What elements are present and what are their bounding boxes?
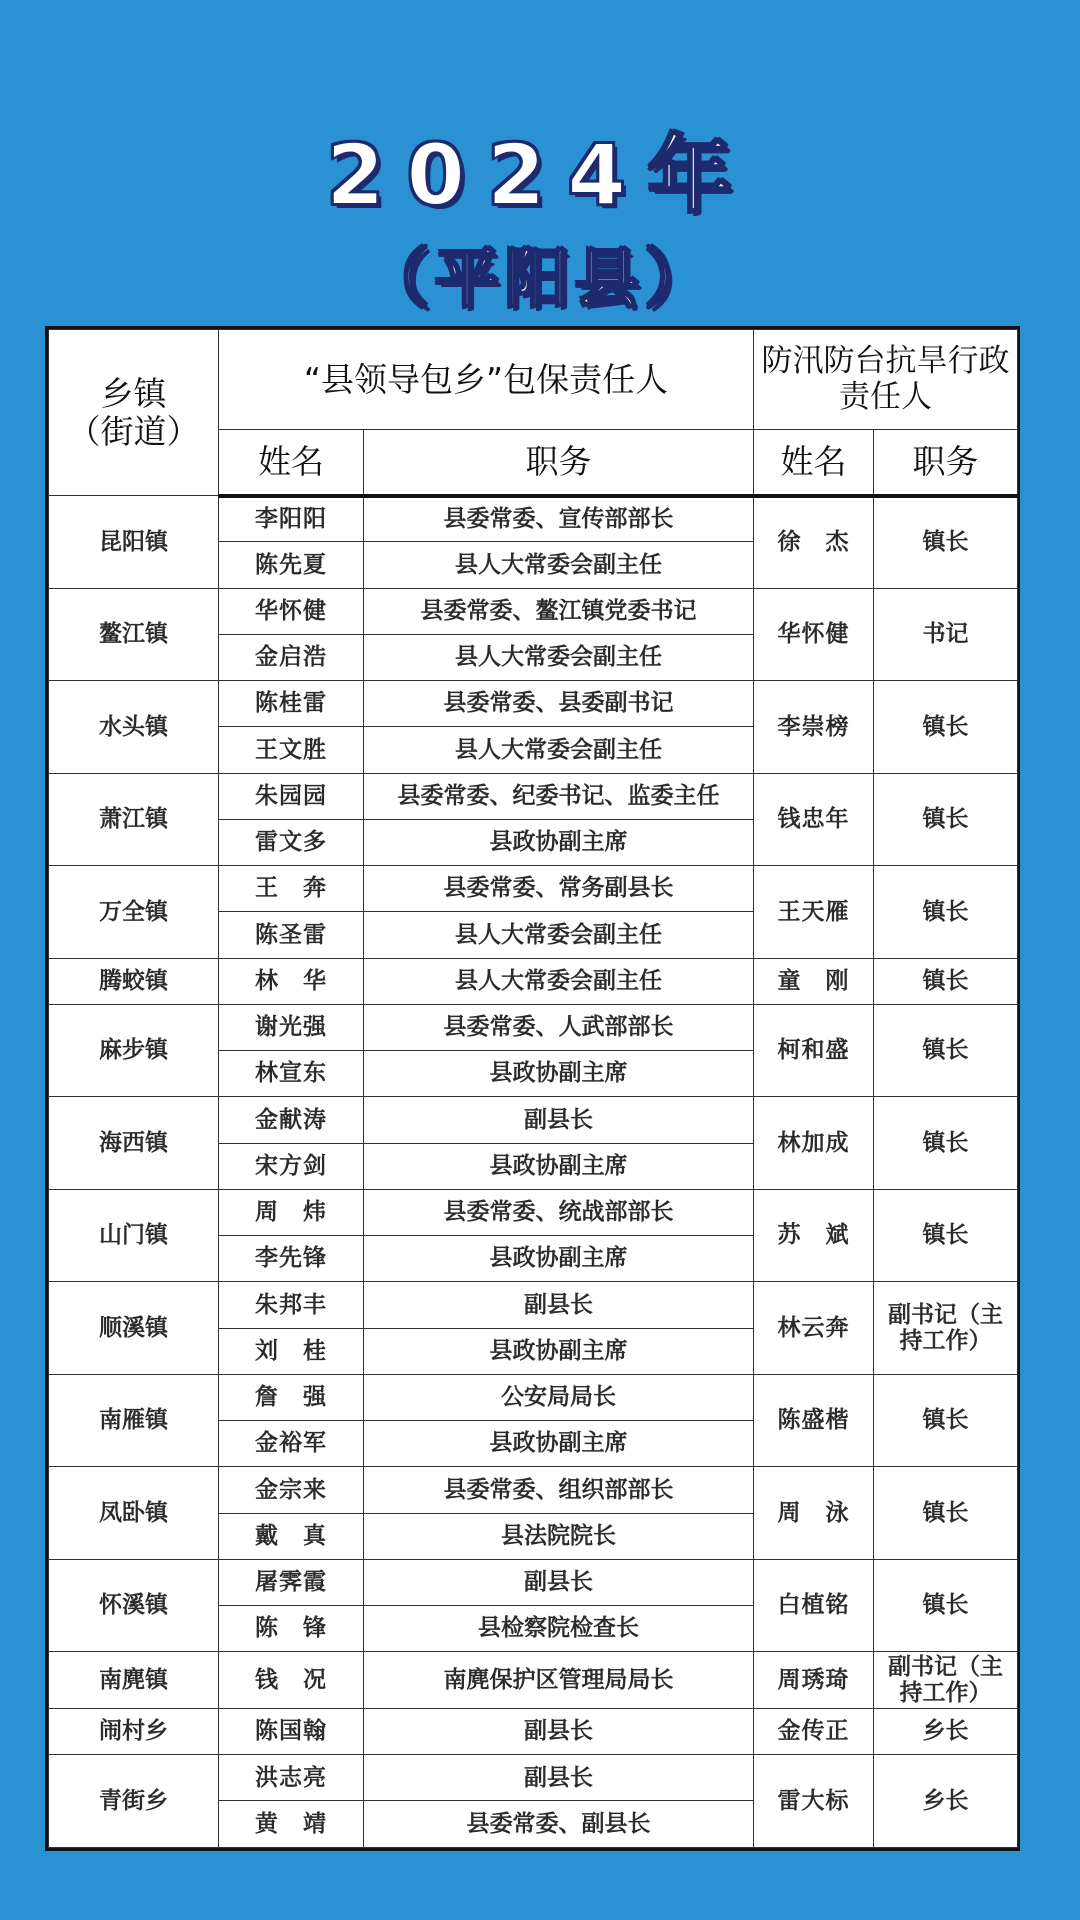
responsible-name-cell: 钱忠年 bbox=[754, 773, 874, 866]
table-row bbox=[49, 1755, 1018, 1801]
leader-position-cell: 副县长 bbox=[364, 1755, 754, 1801]
responsibility-table bbox=[48, 329, 1018, 1848]
table-row bbox=[49, 1004, 1018, 1050]
leader-position-cell: 副县长 bbox=[364, 1282, 754, 1328]
responsible-position-cell: 书记 bbox=[874, 588, 1018, 681]
responsible-name-cell: 李崇榜 bbox=[754, 681, 874, 774]
header-town-label: 乡镇 bbox=[100, 373, 167, 413]
town-cell: 南雁镇 bbox=[49, 1374, 219, 1467]
responsible-name-cell: 周 泳 bbox=[754, 1467, 874, 1560]
leader-name-cell: 雷文多 bbox=[219, 819, 364, 865]
responsible-position-cell: 镇长 bbox=[874, 1189, 1018, 1282]
leader-position-cell: 县人大常委会副主任 bbox=[364, 542, 754, 588]
responsible-name-cell: 林云奔 bbox=[754, 1282, 874, 1375]
leader-name-cell: 李阳阳 bbox=[219, 496, 364, 542]
responsibility-table-sheet bbox=[45, 326, 1020, 1851]
responsible-position-cell: 镇长 bbox=[874, 1004, 1018, 1097]
leader-position-cell: 公安局局长 bbox=[364, 1374, 754, 1420]
town-cell: 万全镇 bbox=[49, 866, 219, 959]
leader-position-cell: 县委常委、副县长 bbox=[364, 1801, 754, 1848]
leader-position-cell: 县政协副主席 bbox=[364, 1421, 754, 1467]
leader-position-cell: 县委常委、常务副县长 bbox=[364, 866, 754, 912]
responsible-position-cell: 镇长 bbox=[874, 496, 1018, 589]
leader-name-cell: 王 奔 bbox=[219, 866, 364, 912]
table-row bbox=[49, 1189, 1018, 1235]
leader-name-cell: 陈国翰 bbox=[219, 1708, 364, 1754]
leader-name-cell: 金献涛 bbox=[219, 1097, 364, 1143]
town-cell: 凤卧镇 bbox=[49, 1467, 219, 1560]
header-position: 职务 bbox=[364, 430, 754, 496]
leader-name-cell: 陈圣雷 bbox=[219, 912, 364, 958]
header-town-sub: （街道） bbox=[67, 411, 200, 451]
table-row bbox=[49, 1282, 1018, 1328]
leader-position-cell: 县委常委、人武部部长 bbox=[364, 1004, 754, 1050]
responsible-position-cell: 镇长 bbox=[874, 866, 1018, 959]
title-year: 2024年 bbox=[326, 126, 754, 224]
responsible-position-cell: 副书记（主持工作） bbox=[874, 1652, 1018, 1709]
responsible-position-cell: 镇长 bbox=[874, 773, 1018, 866]
table-row bbox=[49, 496, 1018, 542]
leader-name-cell: 洪志亮 bbox=[219, 1755, 364, 1801]
town-cell: 腾蛟镇 bbox=[49, 958, 219, 1004]
leader-position-cell: 县委常委、宣传部部长 bbox=[364, 496, 754, 542]
leader-name-cell: 林 华 bbox=[219, 958, 364, 1004]
town-cell: 闹村乡 bbox=[49, 1708, 219, 1754]
leader-name-cell: 戴 真 bbox=[219, 1513, 364, 1559]
leader-name-cell: 李先锋 bbox=[219, 1236, 364, 1282]
leader-name-cell: 詹 强 bbox=[219, 1374, 364, 1420]
town-cell: 麻步镇 bbox=[49, 1004, 219, 1097]
leader-name-cell: 陈桂雷 bbox=[219, 681, 364, 727]
leader-position-cell: 县法院院长 bbox=[364, 1513, 754, 1559]
responsible-name-cell: 王天雁 bbox=[754, 866, 874, 959]
responsible-position-cell: 乡长 bbox=[874, 1755, 1018, 1848]
leader-name-cell: 朱邦丰 bbox=[219, 1282, 364, 1328]
leader-position-cell: 县委常委、县委副书记 bbox=[364, 681, 754, 727]
header-position-2: 职务 bbox=[874, 430, 1018, 496]
table-row bbox=[49, 588, 1018, 634]
town-cell: 南麂镇 bbox=[49, 1652, 219, 1709]
leader-name-cell: 朱园园 bbox=[219, 773, 364, 819]
town-cell: 水头镇 bbox=[49, 681, 219, 774]
table-row bbox=[49, 773, 1018, 819]
leader-name-cell: 钱 况 bbox=[219, 1652, 364, 1709]
town-cell: 昆阳镇 bbox=[49, 496, 219, 589]
table-row bbox=[49, 1708, 1018, 1754]
header-town bbox=[49, 330, 219, 496]
header-name-2: 姓名 bbox=[754, 430, 874, 496]
header-name: 姓名 bbox=[219, 430, 364, 496]
responsible-name-cell: 雷大标 bbox=[754, 1755, 874, 1848]
responsible-position-cell: 镇长 bbox=[874, 1559, 1018, 1652]
leader-position-cell: 县政协副主席 bbox=[364, 1143, 754, 1189]
leader-position-cell: 县政协副主席 bbox=[364, 1051, 754, 1097]
responsible-name-cell: 童 刚 bbox=[754, 958, 874, 1004]
responsible-position-cell: 镇长 bbox=[874, 1097, 1018, 1190]
responsible-name-cell: 周琇琦 bbox=[754, 1652, 874, 1709]
leader-position-cell: 县政协副主席 bbox=[364, 819, 754, 865]
town-cell: 海西镇 bbox=[49, 1097, 219, 1190]
leader-name-cell: 宋方剑 bbox=[219, 1143, 364, 1189]
leader-position-cell: 副县长 bbox=[364, 1559, 754, 1605]
table-row bbox=[49, 958, 1018, 1004]
leader-position-cell: 县政协副主席 bbox=[364, 1328, 754, 1374]
leader-position-cell: 县政协副主席 bbox=[364, 1236, 754, 1282]
town-cell: 青街乡 bbox=[49, 1755, 219, 1848]
leader-name-cell: 金宗来 bbox=[219, 1467, 364, 1513]
responsible-position-cell: 镇长 bbox=[874, 681, 1018, 774]
leader-name-cell: 刘 桂 bbox=[219, 1328, 364, 1374]
leader-position-cell: 县委常委、鳌江镇党委书记 bbox=[364, 588, 754, 634]
table-body bbox=[49, 496, 1018, 1848]
leader-name-cell: 谢光强 bbox=[219, 1004, 364, 1050]
responsible-name-cell: 白植铭 bbox=[754, 1559, 874, 1652]
town-cell: 萧江镇 bbox=[49, 773, 219, 866]
responsible-name-cell: 柯和盛 bbox=[754, 1004, 874, 1097]
leader-position-cell: 县委常委、纪委书记、监委主任 bbox=[364, 773, 754, 819]
responsible-position-cell: 镇长 bbox=[874, 1467, 1018, 1560]
leader-name-cell: 王文胜 bbox=[219, 727, 364, 773]
leader-name-cell: 黄 靖 bbox=[219, 1801, 364, 1848]
leader-position-cell: 副县长 bbox=[364, 1097, 754, 1143]
leader-name-cell: 陈先夏 bbox=[219, 542, 364, 588]
town-cell: 顺溪镇 bbox=[49, 1282, 219, 1375]
town-cell: 怀溪镇 bbox=[49, 1559, 219, 1652]
responsible-position-cell: 镇长 bbox=[874, 958, 1018, 1004]
responsible-name-cell: 陈盛楷 bbox=[754, 1374, 874, 1467]
leader-name-cell: 屠霁霞 bbox=[219, 1559, 364, 1605]
table-row bbox=[49, 866, 1018, 912]
table-row bbox=[49, 1374, 1018, 1420]
responsible-position-cell: 镇长 bbox=[874, 1374, 1018, 1467]
responsible-name-cell: 林加成 bbox=[754, 1097, 874, 1190]
responsible-name-cell: 华怀健 bbox=[754, 588, 874, 681]
table-header bbox=[49, 330, 1018, 496]
leader-position-cell: 县委常委、统战部部长 bbox=[364, 1189, 754, 1235]
town-cell: 山门镇 bbox=[49, 1189, 219, 1282]
leader-position-cell: 县人大常委会副主任 bbox=[364, 634, 754, 680]
responsible-position-cell: 副书记（主持工作） bbox=[874, 1282, 1018, 1375]
table-row bbox=[49, 1097, 1018, 1143]
leader-position-cell: 副县长 bbox=[364, 1708, 754, 1754]
table-row bbox=[49, 681, 1018, 727]
leader-name-cell: 华怀健 bbox=[219, 588, 364, 634]
leader-position-cell: 县人大常委会副主任 bbox=[364, 958, 754, 1004]
leader-position-cell: 县人大常委会副主任 bbox=[364, 912, 754, 958]
responsible-name-cell: 苏 斌 bbox=[754, 1189, 874, 1282]
leader-name-cell: 金裕军 bbox=[219, 1421, 364, 1467]
table-row bbox=[49, 1467, 1018, 1513]
leader-name-cell: 陈 锋 bbox=[219, 1606, 364, 1652]
responsible-position-cell: 乡长 bbox=[874, 1708, 1018, 1754]
title-county: （平阳县） bbox=[365, 243, 715, 317]
header-group-flood: 防汛防台抗旱行政责任人 bbox=[754, 330, 1018, 430]
leader-position-cell: 县检察院检查长 bbox=[364, 1606, 754, 1652]
leader-name-cell: 金启浩 bbox=[219, 634, 364, 680]
table-row bbox=[49, 1559, 1018, 1605]
town-cell: 鳌江镇 bbox=[49, 588, 219, 681]
header-group-leaders: “县领导包乡”包保责任人 bbox=[219, 330, 754, 430]
leader-position-cell: 县人大常委会副主任 bbox=[364, 727, 754, 773]
responsible-name-cell: 徐 杰 bbox=[754, 496, 874, 589]
leader-position-cell: 县委常委、组织部部长 bbox=[364, 1467, 754, 1513]
table-row bbox=[49, 1652, 1018, 1709]
leader-name-cell: 林宣东 bbox=[219, 1051, 364, 1097]
leader-position-cell: 南麂保护区管理局局长 bbox=[364, 1652, 754, 1709]
responsible-name-cell: 金传正 bbox=[754, 1708, 874, 1754]
leader-name-cell: 周 炜 bbox=[219, 1189, 364, 1235]
